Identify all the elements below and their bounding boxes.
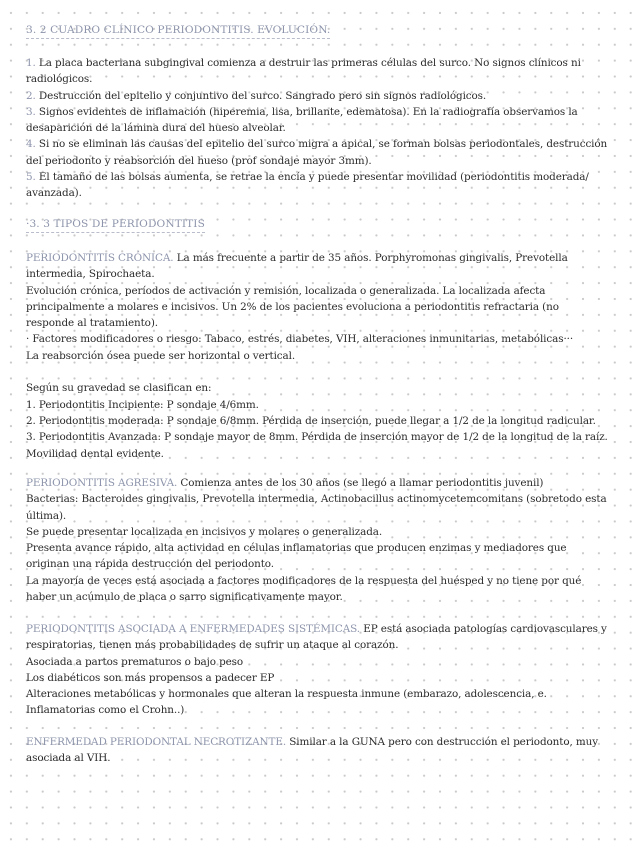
evolution-item xyxy=(26,88,610,104)
item-text: El tamaño de las bolsas aumenta, se retrae la encía y puede presentar movilidad (periodontitis moderada/ avanzada). xyxy=(26,171,589,200)
item-number: 3. xyxy=(26,105,36,118)
item-number: 4. xyxy=(26,138,36,151)
evolution-item xyxy=(26,55,610,88)
sistemicas-intro xyxy=(26,621,610,654)
cronica-line: · Factores modificadores o riesgo: Tabaco, estrés, diabetes, VIH, alteraciones inmunitarias, metabólicas··· xyxy=(26,333,574,346)
agresiva-title: PERIODONTITIS AGRESIVA. xyxy=(26,477,178,489)
necrotizante-intro xyxy=(26,734,610,767)
evolution-item xyxy=(26,136,610,169)
agresiva-block xyxy=(26,475,610,605)
item-number: 2. xyxy=(26,89,36,102)
sistemicas-line: Alteraciones metabólicas y hormonales que alteran la respuesta inmune (embarazo, adolescencia, e. Inflamatorias como el Crohn..) xyxy=(26,688,547,717)
agresiva-line: Se puede presentar localizada en incisivos y molares o generalizada. xyxy=(26,525,383,538)
gravedad-line: 3. Periodontitis Avanzada: P sondaje mayor de 8mm. Pérdida de inserción mayor de 1/2 de la longitud de la raíz. Movilidad dental evidente. xyxy=(26,431,608,460)
sistemicas-line: Los diabéticos son más propensos a padecer EP xyxy=(26,671,275,684)
item-text: La placa bacteriana subgingival comienza a destruir las primeras células del surco. No signos clínicos ni radiológicos. xyxy=(26,57,581,86)
evolution-item xyxy=(26,169,610,202)
necrotizante-title: ENFERMEDAD PERIODONTAL NECROTIZANTE. xyxy=(26,736,287,748)
gravedad-line: 1. Periodontitis Incipiente: P sondaje 4/6mm. xyxy=(26,398,259,411)
sistemicas-block xyxy=(26,621,610,719)
section-heading-tipos: ·3. 3 TIPOS DE PERIODONTITIS xyxy=(26,218,205,233)
agresiva-line: Bacterias: Bacteroides gingivalis, Prevotella intermedia, Actinobacillus actinomycetemcomitans (sobretodo esta última). xyxy=(26,493,607,522)
spacer xyxy=(26,364,610,380)
sistemicas-intro-text: EP está asociada patologías cardiovasculares y respiratorias, tienen más probabilidades de sufrir un ataque al corazón. xyxy=(26,623,607,652)
item-number: 5. xyxy=(26,171,36,184)
cronica-line: Evolución crónica, períodos de activación y remisión, localizada o generalizada. La localizada afecta principalmente a molares e incisivos. Un 2% de los pacientes evoluciona a periodontitis refractaria (no responde al tratamiento). xyxy=(26,284,559,330)
sistemicas-line: Asociada a partos prematuros o bajo peso xyxy=(26,655,244,668)
evolution-item xyxy=(26,104,610,137)
agresiva-line: La mayoría de veces está asociada a factores modificadores de la respuesta del huésped y no tiene por qué haber un acúmulo de placa o sarro significativamente mayor. xyxy=(26,574,582,604)
cronica-intro-text: La más frecuente a partir de 35 años. Porphyromonas gingivalis, Prevotella intermedia, Spirochaeta. xyxy=(26,252,568,281)
evolution-list xyxy=(26,55,610,202)
cronica-intro xyxy=(26,250,610,283)
gravedad-line: Según su gravedad se clasifican en: xyxy=(26,382,212,395)
section-heading-cuadro-clinico: 3. 2 CUADRO CLÍNICO PERIODONTITIS. EVOLUCIÓN. xyxy=(26,24,330,39)
agresiva-line: Presenta avance rápido, alta actividad en células inflamatorias que producen enzimas y mediadores que originan una rápida destrucción del periodonto. xyxy=(26,542,567,571)
sistemicas-title: PERIODONTITIS ASOCIADA A ENFERMEDADES SISTÉMICAS. xyxy=(26,623,360,635)
cronica-title: PERIODONTITIS CRÓNICA. xyxy=(26,252,174,264)
item-text: Destrucción del epitelio y conjuntivo del surco. Sangrado pero sin signos radiológicos. xyxy=(35,89,487,102)
item-text: Si no se eliminan las causas del epitelio del surco migra a apical, se forman bolsas periodontales, destrucción del periodonto y reabsorción del hueso (prof sondaje mayor 3mm). xyxy=(26,138,608,167)
gravedad-line: 2. Periodontitis moderada: P sondaje 6/8mm. Pérdida de inserción, puede llegar a 1/2 de la longitud radicular. xyxy=(26,414,596,427)
necrotizante-intro-text: Similar a la GUNA pero con destrucción el periodonto, muy asociada al VIH. xyxy=(26,736,598,765)
item-number: 1. xyxy=(26,57,36,69)
agresiva-intro-text: Comienza antes de los 30 años (se llegó a llamar periodontitis juvenil) xyxy=(177,477,544,489)
cronica-line: La reabsorción ósea puede ser horizontal o vertical. xyxy=(26,349,296,362)
necrotizante-block xyxy=(26,734,610,767)
cronica-block xyxy=(26,250,610,462)
agresiva-intro xyxy=(26,475,610,491)
item-text: Signos evidentes de inflamación (hiperemia, lisa, brillante, edematosa). En la radiografía observamos la desaparición de la lámina dura del hueso alveolar. xyxy=(26,105,578,135)
